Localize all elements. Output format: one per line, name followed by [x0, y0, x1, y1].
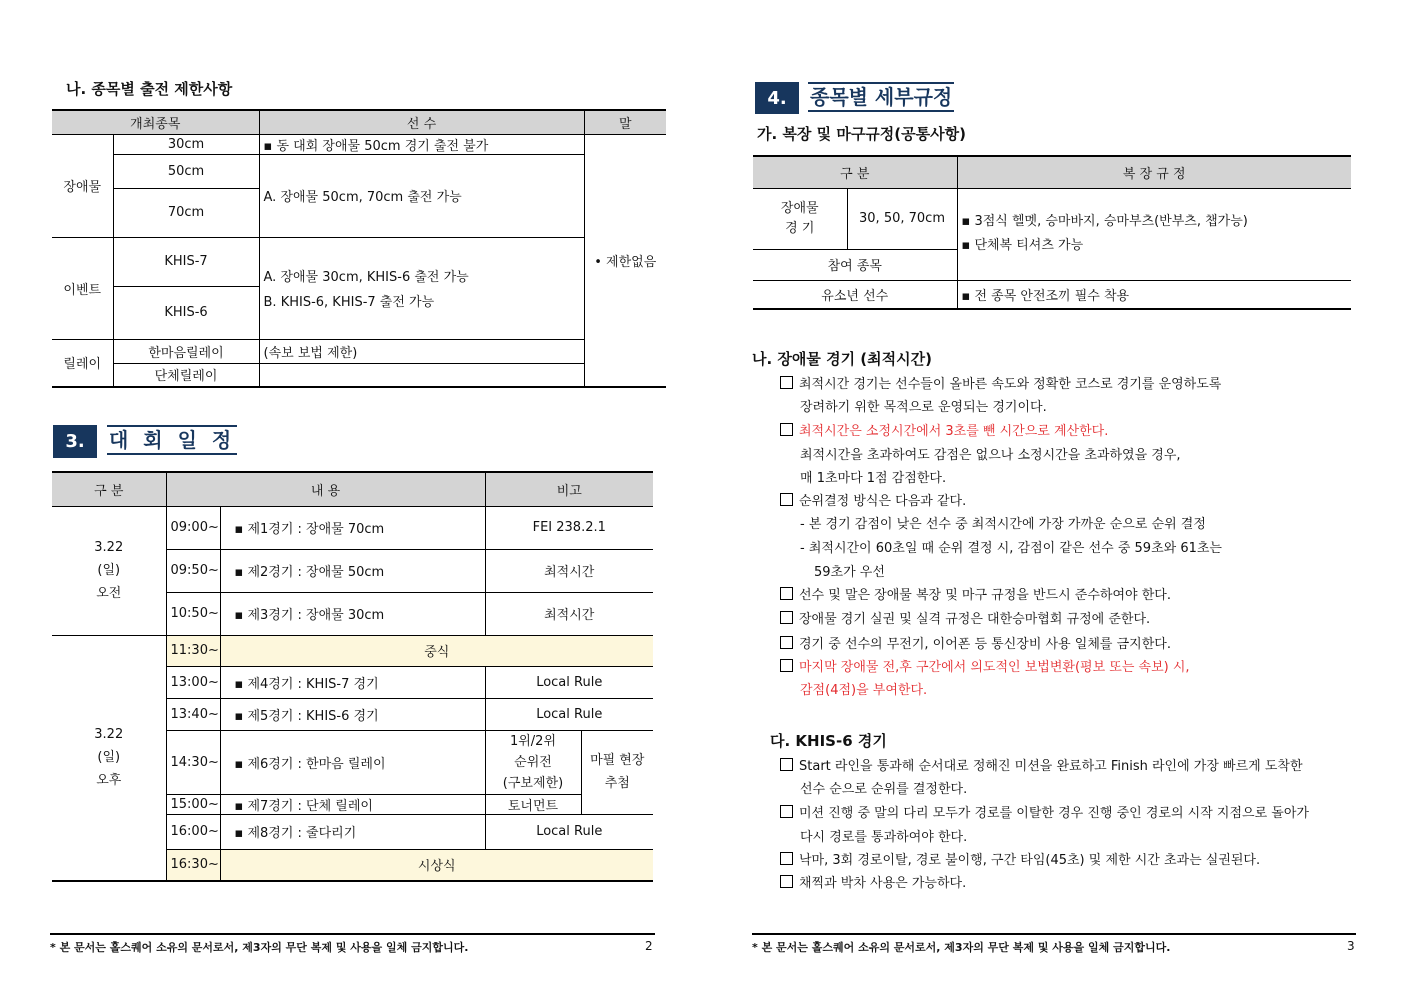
- checkbox-icon: [780, 423, 793, 436]
- note-30cm: ▪ 동 대회 장애물 50cm 경기 출전 불가: [259, 134, 584, 154]
- note-50-70cm: A. 장애물 50cm, 70cm 출전 가능: [259, 154, 584, 237]
- time-cell: 13:40~: [166, 698, 220, 730]
- rule-item: [780, 656, 1190, 679]
- checkbox-icon: [780, 636, 793, 649]
- content-cell: ▪ 제3경기 : 장애물 30cm: [220, 592, 485, 635]
- group-jumping: 장애물: [52, 134, 113, 237]
- time-cell: 14:30~: [166, 730, 220, 794]
- rule-subitem: - 본 경기 감점이 낮은 선수 중 최적시간에 가장 가까운 순으로 순위 결정: [800, 517, 1206, 532]
- content-cell: ▪ 제6경기 : 한마음 릴레이: [220, 730, 485, 794]
- left-footer-rule: [50, 933, 655, 935]
- time-cell: 09:00~: [166, 506, 220, 549]
- remark-cell: 토너먼트: [485, 794, 581, 814]
- checkbox-icon: [780, 805, 793, 818]
- remark-cell: 최적시간: [485, 549, 653, 592]
- horse-no-limit: [584, 134, 666, 387]
- section4-number: 4.: [755, 82, 799, 114]
- note-relay: (속보 보법 제한): [259, 339, 584, 363]
- left-page-number: 2: [645, 939, 653, 953]
- morning-period: 오전: [96, 586, 122, 601]
- col-header-event: 개최종목: [52, 110, 259, 134]
- col-header-rider: 선 수: [259, 110, 584, 134]
- row-khis6: KHIS-6: [113, 286, 259, 339]
- content-cell: ▪ 제2경기 : 장애물 50cm: [220, 549, 485, 592]
- afternoon-date: 3.22: [94, 727, 124, 743]
- content-cell: ▪ 제8경기 : 줄다리기: [220, 814, 485, 849]
- relay-remark-1: 1위/2위: [509, 733, 557, 749]
- rule-text: 미션 진행 중 말의 다리 모두가 경로를 이탈한 경우 진행 중인 경로의 시작 지점으로 돌아가: [799, 806, 1309, 821]
- section4-title: 종목별 세부규정: [808, 82, 954, 112]
- checkbox-icon: [780, 493, 793, 506]
- horse-no-limit-text: • 제한없음: [594, 254, 657, 270]
- col-header-dress-rule: 복 장 규 정: [957, 156, 1351, 188]
- dress-rule-cell: [957, 188, 1351, 280]
- draw-remark-2: 추첨: [604, 776, 630, 791]
- remark-cell: FEI 238.2.1: [485, 506, 653, 549]
- rule-continuation: 59초가 우선: [814, 565, 885, 580]
- relay-remark-3: (구보제한): [502, 775, 564, 791]
- checkbox-icon: [780, 852, 793, 865]
- morning-label: [52, 506, 166, 635]
- rule-text: 최적시간은 소정시간에서 3초를 뺀 시간으로 계산한다.: [799, 424, 1109, 439]
- time-cell: 10:50~: [166, 592, 220, 635]
- dress-code-table: [753, 155, 1351, 310]
- group-event: 이벤트: [52, 237, 113, 339]
- content-cell: ▪ 제7경기 : 단체 릴레이: [220, 794, 485, 814]
- checkbox-icon: [780, 659, 793, 672]
- col-header-remarks: 비고: [485, 472, 653, 506]
- note-event-a: A. 장애물 30cm, KHIS-6 출전 가능: [263, 270, 469, 285]
- remark-cell: Local Rule: [485, 698, 653, 730]
- row-70cm: 70cm: [113, 188, 259, 237]
- rule-subitem: - 최적시간이 60초일 때 순위 결정 시, 감점이 같은 선수 중 59초와 61초는: [800, 541, 1222, 556]
- rule-item: [780, 584, 1171, 607]
- rule-item: [780, 802, 1309, 825]
- afternoon-period: 오후: [96, 773, 122, 789]
- rule-continuation: 최적시간을 초과하여도 감점은 없으나 소정시간을 초과하였을 경우,: [800, 448, 1181, 463]
- rule-item: [780, 373, 1221, 396]
- note-event: [259, 237, 584, 339]
- checkbox-icon: [780, 376, 793, 389]
- checkbox-icon: [780, 758, 793, 771]
- jumping-heights: 30, 50, 70cm: [847, 188, 957, 249]
- rule-text: 장애물 경기 실권 및 실격 규정은 대한승마협회 규정에 준한다.: [799, 612, 1151, 627]
- section-da-title: 다. KHIS-6 경기: [770, 732, 887, 750]
- draw-remark-1: 마필 현장: [590, 753, 645, 768]
- rule-item: [780, 849, 1260, 872]
- row-khis7: KHIS-7: [113, 237, 259, 286]
- row-one-heart-relay: 한마음릴레이: [113, 339, 259, 363]
- section-na-title: 나. 종목별 출전 제한사항: [66, 80, 233, 98]
- time-cell: 09:50~: [166, 549, 220, 592]
- col-header-division: 구 분: [753, 156, 957, 188]
- rule-continuation: 다시 경로를 통과하여야 한다.: [800, 830, 968, 845]
- rule-text: 순위결정 방식은 다음과 같다.: [799, 494, 967, 509]
- dress-rule-a: ▪ 3점식 헬멧, 승마바지, 승마부츠(반부츠, 챕가능): [961, 214, 1248, 229]
- rule-item: [780, 755, 1303, 778]
- rule-continuation: 장려하기 위한 목적으로 운영되는 경기이다.: [800, 400, 1047, 415]
- lunch-cell: 중식: [220, 635, 653, 666]
- time-cell: 15:00~: [166, 794, 220, 814]
- checkbox-icon: [780, 587, 793, 600]
- youth-rider-rule: ▪ 전 종목 안전조끼 필수 착용: [957, 280, 1351, 309]
- row-team-relay: 단체릴레이: [113, 363, 259, 387]
- row-50cm: 50cm: [113, 154, 259, 188]
- jumping-label: [753, 188, 847, 249]
- time-cell: 16:30~: [166, 849, 220, 881]
- right-page-number: 3: [1347, 939, 1355, 953]
- rule-item: [780, 872, 966, 895]
- afternoon-label: [52, 635, 166, 881]
- note-team-relay-empty: [259, 363, 584, 387]
- rule-item: [780, 633, 1171, 656]
- section-ga-title: 가. 복장 및 마구규정(공통사항): [757, 125, 966, 143]
- dress-rule-b: ▪ 단체복 티셔츠 가능: [961, 238, 1084, 253]
- right-footer-rule: [752, 933, 1356, 935]
- rule-text: 마지막 장애물 전,후 구간에서 의도적인 보법변환(평보 또는 속보) 시,: [799, 660, 1190, 675]
- afternoon-day: (일): [97, 750, 121, 766]
- content-cell: ▪ 제5경기 : KHIS-6 경기: [220, 698, 485, 730]
- youth-rider-label: 유소년 선수: [753, 280, 957, 309]
- rule-text: 최적시간 경기는 선수들이 올바른 속도와 정확한 코스로 경기를 운영하도록: [799, 377, 1222, 392]
- draw-remark-cell: [581, 730, 653, 814]
- morning-date: 3.22: [94, 540, 124, 555]
- entry-restriction-table: [52, 109, 666, 388]
- relay-remark-cell: [485, 730, 581, 794]
- rule-continuation: 매 1초마다 1점 감점한다.: [800, 471, 947, 486]
- section3-number: 3.: [53, 425, 97, 458]
- rule-text: 낙마, 3회 경로이탈, 경로 불이행, 구간 타임(45초) 및 제한 시간 초과는 실권된다.: [799, 853, 1261, 868]
- col-header-division: 구 분: [52, 472, 166, 506]
- jumping-label-a: 장애물: [780, 200, 819, 216]
- checkbox-icon: [780, 611, 793, 624]
- section3-title: 대 회 일 정: [107, 425, 237, 455]
- col-header-horse: 말: [584, 110, 666, 134]
- note-event-b: B. KHIS-6, KHIS-7 출전 가능: [263, 295, 435, 310]
- remark-cell: Local Rule: [485, 666, 653, 698]
- content-cell: ▪ 제4경기 : KHIS-7 경기: [220, 666, 485, 698]
- group-relay: 릴레이: [52, 339, 113, 387]
- relay-remark-2: 순위전: [514, 754, 552, 770]
- remark-cell: Local Rule: [485, 814, 653, 849]
- time-cell: 11:30~: [166, 635, 220, 666]
- rule-item: [780, 490, 966, 513]
- rule-item: [780, 420, 1108, 443]
- row-30cm: 30cm: [113, 134, 259, 154]
- time-cell: 13:00~: [166, 666, 220, 698]
- rule-continuation: 선수 순으로 순위를 결정한다.: [800, 782, 968, 797]
- remark-cell: 최적시간: [485, 592, 653, 635]
- col-header-content: 내 용: [166, 472, 485, 506]
- section-na-right-title: 나. 장애물 경기 (최적시간): [752, 350, 932, 368]
- left-footer: * 본 문서는 홀스퀘어 소유의 문서로서, 제3자의 무단 복제 및 사용을 일체 금지합니다.: [50, 941, 469, 954]
- time-cell: 16:00~: [166, 814, 220, 849]
- jumping-label-b: 경 기: [785, 220, 815, 236]
- participating-events-label: 참여 종목: [753, 249, 957, 280]
- right-footer: * 본 문서는 홀스퀘어 소유의 문서로서, 제3자의 무단 복제 및 사용을 일체 금지합니다.: [752, 941, 1171, 954]
- checkbox-icon: [780, 875, 793, 888]
- morning-day: (일): [97, 563, 121, 578]
- rule-text: 경기 중 선수의 무전기, 이어폰 등 통신장비 사용 일체를 금지한다.: [799, 637, 1171, 652]
- rule-item: [780, 608, 1150, 631]
- rule-text: 선수 및 말은 장애물 복장 및 마구 규정을 반드시 준수하여야 한다.: [799, 588, 1171, 603]
- rule-text: 채찍과 박차 사용은 가능하다.: [799, 876, 967, 891]
- rule-text: Start 라인을 통과해 순서대로 정해진 미션을 완료하고 Finish 라인에 가장 빠르게 도착한: [799, 759, 1303, 774]
- rule-continuation: 감점(4점)을 부여한다.: [800, 683, 928, 698]
- content-cell: ▪ 제1경기 : 장애물 70cm: [220, 506, 485, 549]
- schedule-table: [52, 471, 653, 882]
- awards-cell: 시상식: [220, 849, 653, 881]
